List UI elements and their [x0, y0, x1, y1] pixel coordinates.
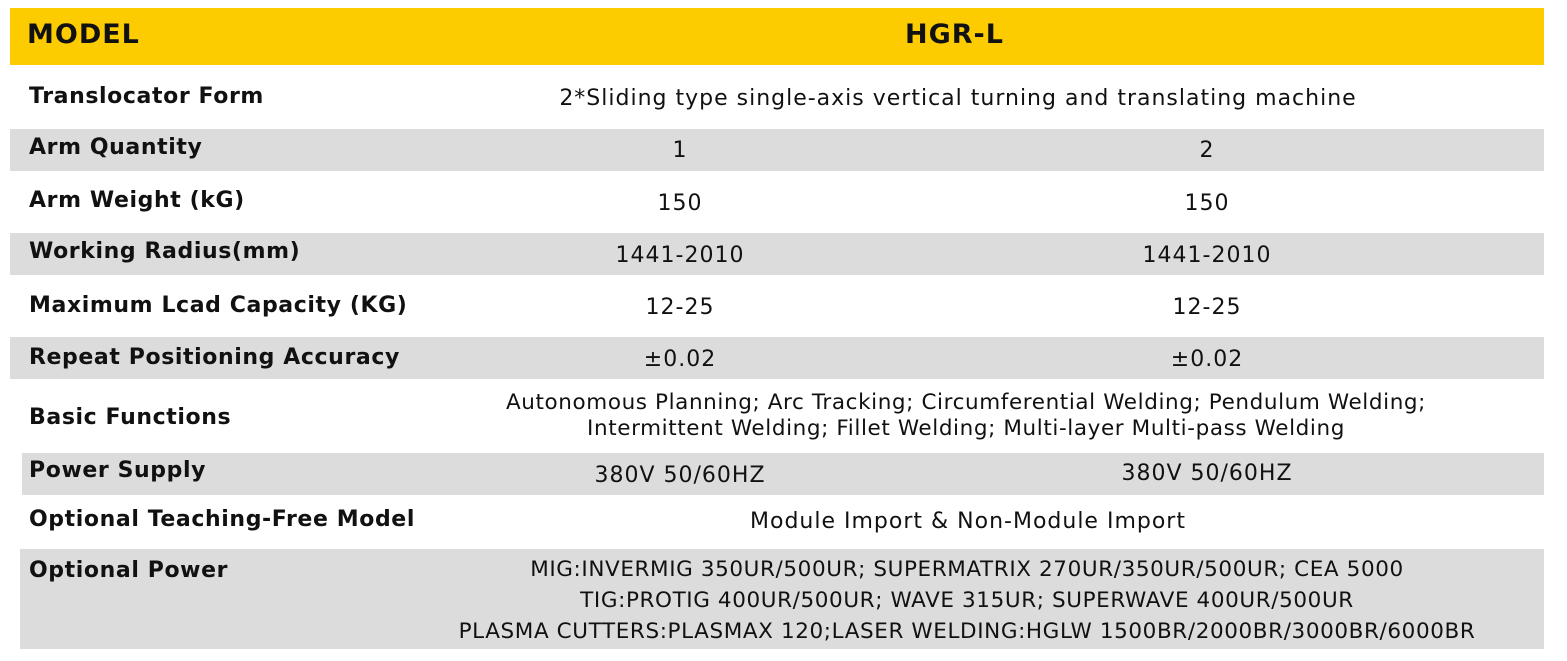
row-value-multiline	[506, 390, 1426, 442]
row-value-col2: 1441-2010	[1142, 243, 1272, 268]
row-value-col2: ±0.02	[1170, 347, 1244, 372]
row-label: Translocator Form	[29, 84, 264, 109]
row-label: Maximum Lcad Capacity (KG)	[29, 293, 408, 318]
row-value-col1: 1	[672, 138, 688, 163]
table-row	[10, 385, 1544, 449]
table-row	[10, 283, 1544, 333]
row-label: Basic Functions	[29, 405, 232, 430]
row-label: Arm Weight (kG)	[29, 188, 245, 213]
row-value-col2: 150	[1184, 191, 1230, 216]
row-value-line: Intermittent Welding; Fillet Welding; Multi-layer Multi-pass Welding	[587, 416, 1345, 441]
row-label: Working Radius(mm)	[29, 239, 301, 264]
row-value: 2*Sliding type single-axis vertical turning and translating machine	[559, 86, 1357, 111]
row-value-line: Autonomous Planning; Arc Tracking; Circumferential Welding; Pendulum Welding;	[505, 390, 1427, 415]
row-value-multiline	[459, 554, 1476, 647]
row-value-line: MIG:INVERMIG 350UR/500UR; SUPERMATRIX 270UR/350UR/500UR; CEA 5000	[530, 557, 1404, 582]
row-value-line: PLASMA CUTTERS:PLASMAX 120;LASER WELDING:HGLW 1500BR/2000BR/3000BR/6000BR	[458, 619, 1476, 644]
table-row	[10, 337, 1544, 379]
row-value-col2: 2	[1199, 138, 1215, 163]
table-header	[10, 8, 1544, 65]
row-value: Module Import & Non-Module Import	[750, 509, 1186, 534]
row-label: Arm Quantity	[29, 135, 203, 160]
table-row	[10, 179, 1544, 229]
row-label: Optional Teaching-Free Model	[29, 507, 415, 532]
row-value-col1: 380V 50/60HZ	[594, 463, 766, 488]
row-value-col1: 12-25	[645, 295, 715, 320]
row-value-col1: 1441-2010	[615, 243, 745, 268]
row-value-line: TIG:PROTIG 400UR/500UR; WAVE 315UR; SUPERWAVE 400UR/500UR	[580, 588, 1354, 613]
table-row	[22, 453, 1544, 495]
row-label: Optional Power	[29, 558, 229, 583]
row-label: Repeat Positioning Accuracy	[29, 345, 400, 370]
row-value-col1: ±0.02	[643, 347, 717, 372]
model-header-value: HGR-L	[905, 19, 1004, 50]
row-value-col2: 12-25	[1172, 295, 1242, 320]
table-row	[10, 129, 1544, 171]
table-row	[10, 233, 1544, 275]
table-row	[20, 549, 1544, 649]
row-value-col1: 150	[657, 191, 703, 216]
row-value-col2: 380V 50/60HZ	[1121, 461, 1293, 486]
row-label: Power Supply	[29, 458, 207, 483]
model-header-label: MODEL	[27, 19, 140, 50]
table-row	[10, 75, 1544, 125]
table-row	[10, 499, 1544, 547]
